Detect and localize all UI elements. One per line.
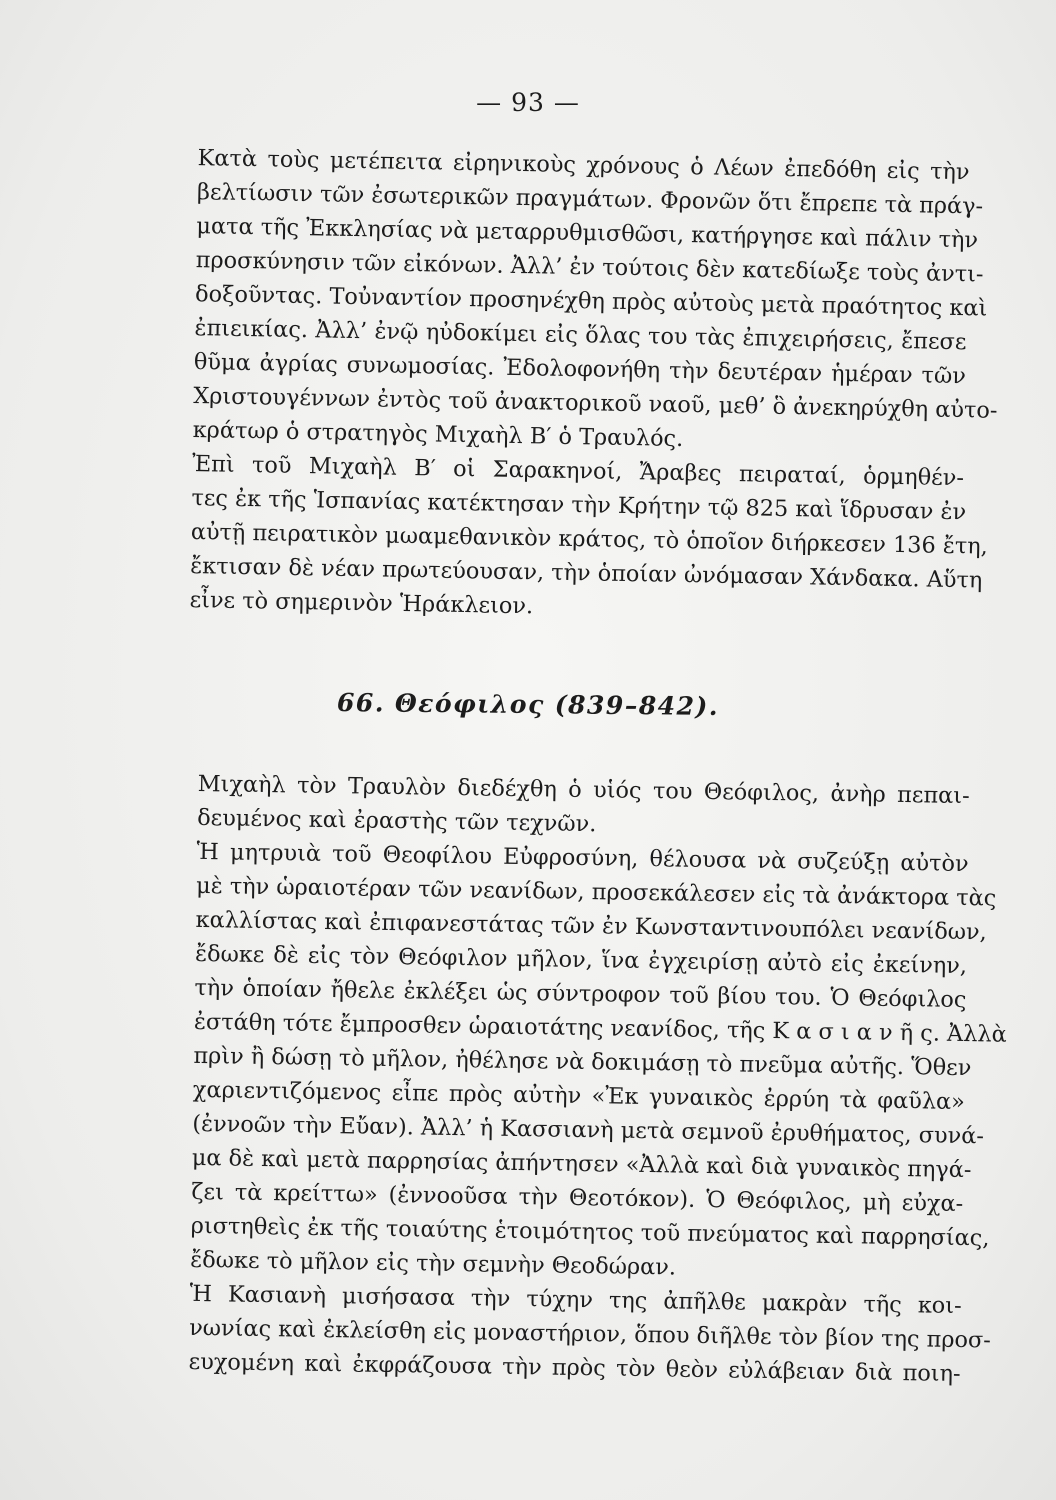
text-line: καλλίστας καὶ ἐπιφανεστάτας τῶν ἐν Κωνσταντινουπόλει νεανίδων, <box>195 906 987 946</box>
text-line: Ἡ μητρυιὰ τοῦ Θεοφίλου Εὐφροσύνη, θέλουσα νὰ συζεύξῃ αὐτὸν <box>196 838 969 878</box>
text-line: (ἐννοῶν τὴν Εὔαν). Ἀλλ’ ἡ Κασσιανὴ μετὰ σεμνοῦ ἐρυθήματος, συνά- <box>192 1110 985 1150</box>
section-title: Θεόφιλος <box>394 688 545 720</box>
text-line: μα δὲ καὶ μετὰ παρρησίας ἀπήντησεν «Ἀλλὰ καὶ διὰ γυναικὸς πηγά- <box>191 1144 972 1184</box>
text-line: ἐστάθη τότε ἔμπροσθεν ὡραιοτάτης νεανίδος, τῆς Κ α σ ι α ν ῆ ς. Ἀλλὰ <box>193 1008 1007 1048</box>
paragraph-leo-reign <box>132 140 998 461</box>
text-line: ἐπιεικίας. Ἀλλ’ ἐνῷ ηὐδοκίμει εἰς ὅλας του τὰς ἐπιχειρήσεις, ἔπεσε <box>194 315 967 356</box>
text-line: εἶνε τὸ σημερινὸν Ἡράκλειον. <box>189 587 534 620</box>
text-line: ματα τῆς Ἐκκλησίας νὰ μεταρρυθμισθῶσι, κατήργησε καὶ πάλιν τὴν <box>196 213 979 254</box>
section-heading-theophilus <box>0 684 1056 724</box>
text-line: Ἡ Κασιανὴ μισήσασα τὴν τύχην της ἀπῆλθε μακρὰν τῆς κοι- <box>189 1280 962 1320</box>
section-theophilus-text <box>128 766 1007 1391</box>
text-line: τὴν ὁποίαν ἤθελε ἐκλέξει ὡς σύντροφον τοῦ βίου του. Ὁ Θεόφιλος <box>194 974 967 1014</box>
text-line: πρὶν ἢ δώσῃ τὸ μῆλον, ἠθέλησε νὰ δοκιμάσῃ τὸ πνεῦμα αὐτῆς. Ὅθεν <box>193 1042 972 1082</box>
text-line: Χριστουγέννων ἐντὸς τοῦ ἀνακτορικοῦ ναοῦ, μεθ’ ὃ ἀνεκηρύχθη αὐτο- <box>193 383 998 424</box>
text-line: αὐτῇ πειρατικὸν μωαμεθανικὸν κράτος, τὸ ὁποῖον διήρκεσεν 136 ἔτη, <box>190 519 989 560</box>
text-line: κράτωρ ὁ στρατηγὸς Μιχαὴλ Β′ ὁ Τραυλός. <box>192 417 684 453</box>
text-line: δευμένος καὶ ἐραστὴς τῶν τεχνῶν. <box>196 804 597 838</box>
text-line: Κατὰ τοὺς μετέπειτα εἰρηνικοὺς χρόνους ὁ Λέων ἐπεδόθη εἰς τὴν <box>197 145 970 186</box>
text-line: προσκύνησιν τῶν εἰκόνων. Ἀλλ’ ἐν τούτοις δὲν κατεδίωξε τοὺς ἀντι- <box>195 247 984 288</box>
text-line: Ἐπὶ τοῦ Μιχαὴλ Β′ οἱ Σαρακηνοί, Ἄραβες πειραταί, ὁρμηθέν- <box>191 451 965 492</box>
text-line: μὲ τὴν ὡραιοτέραν τῶν νεανίδων, προσεκάλεσεν εἰς τὰ ἀνάκτορα τὰς <box>195 872 997 912</box>
text-line: ἔδωκε τὸ μῆλον εἰς τὴν σεμνὴν Θεοδώραν. <box>190 1246 677 1281</box>
text-line: Μιχαὴλ τὸν Τραυλὸν διεδέχθη ὁ υἱός του Θεόφιλος, ἀνὴρ πεπαι- <box>197 770 970 810</box>
text-line: νωνίας καὶ ἐκλείσθη εἰς μοναστήριον, ὅπου διῆλθε τὸν βίον της προσ- <box>188 1314 992 1354</box>
section-number: 66. <box>336 688 386 718</box>
text-line: χαριεντιζόμενος εἶπε πρὸς αὐτὴν «Ἐκ γυναικὸς ἐρρύη τὰ φαῦλα» <box>192 1076 966 1116</box>
text-line: τες ἐκ τῆς Ἱσπανίας κατέκτησαν τὴν Κρήτην τῷ 825 καὶ ἵδρυσαν ἐν <box>191 485 967 526</box>
paragraph-kassiani-monastery <box>128 1276 992 1391</box>
text-line: ἔδωκε δὲ εἰς τὸν Θεόφιλον μῆλον, ἵνα ἐγχειρίσῃ αὐτὸ εἰς ἐκείνην, <box>194 940 968 980</box>
text-line: ευχομένη καὶ ἐκφράζουσα τὴν πρὸς τὸν θεὸν εὐλάβειαν διὰ ποιη- <box>188 1348 961 1387</box>
section-leo-text <box>129 140 998 631</box>
paragraph-bride-show <box>130 834 1007 1289</box>
paragraph-succession <box>137 766 970 847</box>
section-dates: (839–842). <box>554 690 720 721</box>
text-line: δοξοῦντας. Τοὐναντίον προσηνέχθη πρὸς αὐτοὺς μετὰ πραότητος καὶ <box>194 281 988 322</box>
text-line: θῦμα ἀγρίας συνωμοσίας. Ἐδολοφονήθη τὴν δευτέραν ἡμέραν τῶν <box>193 349 967 390</box>
page-number: — 93 — <box>476 88 580 117</box>
paragraph-saracens-crete <box>129 446 989 631</box>
text-line: ἔκτισαν δὲ νέαν πρωτεύουσαν, τὴν ὁποίαν ὠνόμασαν Χάνδακα. Αὕτη <box>189 553 983 594</box>
text-line: ριστηθεὶς ἐκ τῆς τοιαύτης ἑτοιμότητος τοῦ πνεύματος καὶ παρρησίας, <box>190 1212 990 1252</box>
text-line: ζει τὰ κρείττω» (ἐννοοῦσα τὴν Θεοτόκον). Ὁ Θεόφιλος, μὴ εὐχα- <box>191 1178 964 1218</box>
text-line: βελτίωσιν τῶν ἐσωτερικῶν πραγμάτων. Φρονῶν ὅτι ἔπρεπε τὰ πράγ- <box>196 179 984 220</box>
